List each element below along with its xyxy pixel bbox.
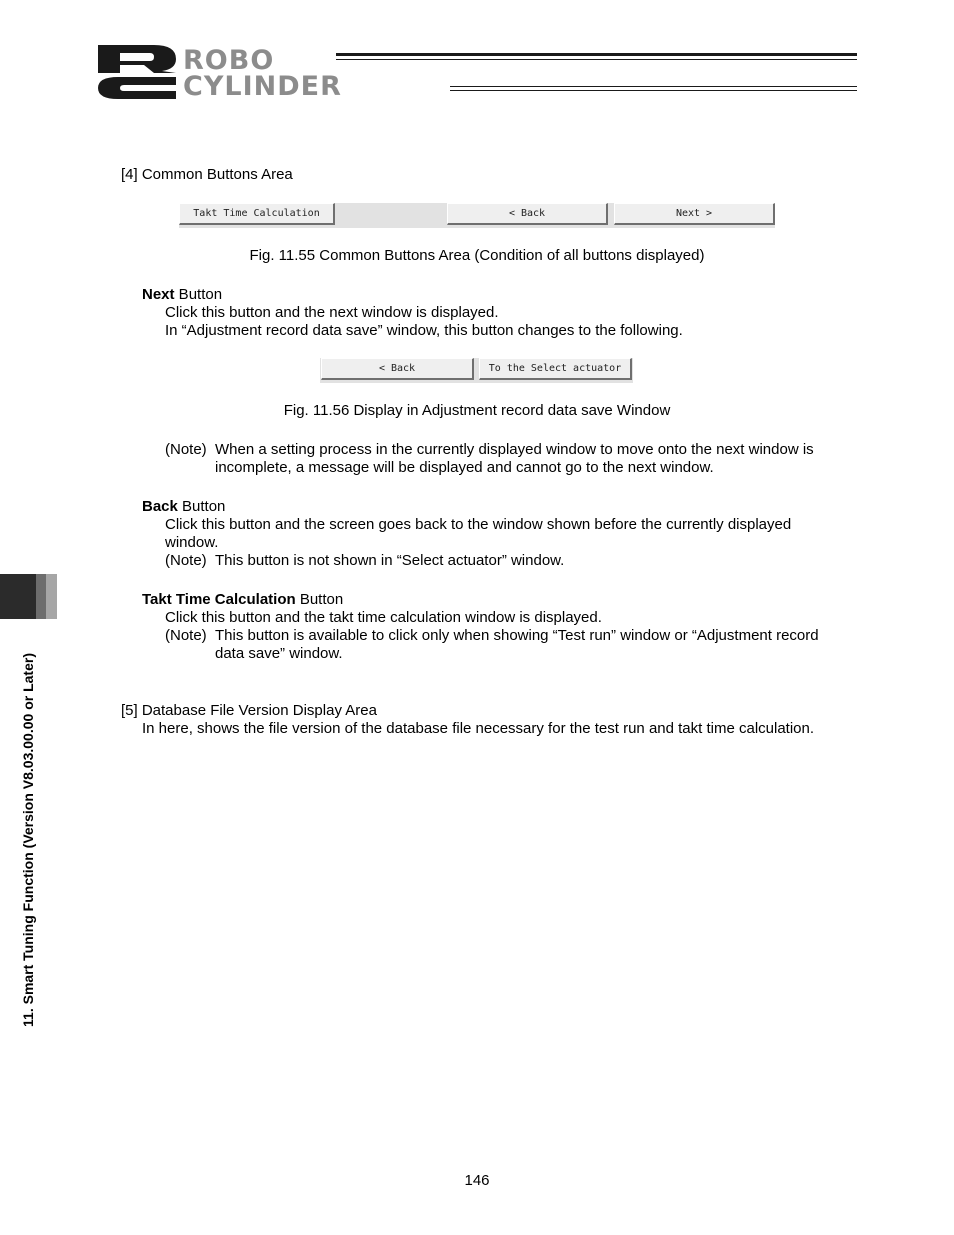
fig56-button-strip xyxy=(320,358,633,383)
takt-button-heading xyxy=(142,591,343,609)
back-button-title: Back xyxy=(142,498,178,515)
takt-button-title-suffix: Button xyxy=(295,591,344,608)
next-desc-line1: Click this button and the next window is displayed. xyxy=(165,304,499,321)
back-button-heading xyxy=(142,498,225,516)
takt-desc-line1: Click this button and the takt time calculation window is displayed. xyxy=(165,609,602,626)
page-number: 146 xyxy=(464,1172,490,1189)
back-note-label: (Note) xyxy=(165,552,207,569)
next-desc-line2: In “Adjustment record data save” window, this button changes to the following. xyxy=(165,322,683,339)
fig55-caption: Fig. 11.55 Common Buttons Area (Condition of all buttons displayed) xyxy=(249,247,705,264)
fig55-button-strip xyxy=(179,203,775,228)
next-button-heading xyxy=(142,286,222,304)
header-rule-top-thin xyxy=(336,59,857,60)
chapter-tab-marker-mid xyxy=(36,574,46,619)
fig56-caption: Fig. 11.56 Display in Adjustment record data save Window xyxy=(283,402,671,419)
next-button-title: Next xyxy=(142,286,175,303)
back-desc-line1: Click this button and the screen goes back to the window shown before the currently displayed xyxy=(165,516,792,533)
back-note-text: This button is not shown in “Select actuator” window. xyxy=(215,552,565,569)
back-button-title-suffix: Button xyxy=(177,498,226,515)
back-button[interactable]: < Back xyxy=(447,203,608,225)
logo-word-cylinder: CYLINDER xyxy=(183,71,342,102)
chapter-tab-marker xyxy=(0,574,36,619)
next-button[interactable]: Next > xyxy=(614,203,775,225)
header-rule-bottom-thin xyxy=(450,86,857,87)
robo-cylinder-logo-mark xyxy=(96,43,178,100)
note1-line1: When a setting process in the currently displayed window to move onto the next window is xyxy=(215,441,814,458)
section4-heading: [4] Common Buttons Area xyxy=(121,166,293,183)
back-button[interactable]: < Back xyxy=(321,358,474,380)
header-rule-top xyxy=(336,53,857,56)
next-button-title-suffix: Button xyxy=(174,286,223,303)
takt-note-line2: data save” window. xyxy=(215,645,343,662)
back-desc-line2: window. xyxy=(165,534,219,551)
takt-note-label: (Note) xyxy=(165,627,207,644)
section5-heading: [5] Database File Version Display Area xyxy=(121,702,377,719)
logo-word-robo: ROBO xyxy=(183,45,275,76)
section5-desc: In here, shows the file version of the database file necessary for the test run and takt time calculation. xyxy=(142,720,815,737)
note1-line2: incomplete, a message will be displayed and cannot go to the next window. xyxy=(215,459,714,476)
chapter-tab-marker-light xyxy=(46,574,57,619)
note1-label: (Note) xyxy=(165,441,207,458)
chapter-side-title: 11. Smart Tuning Function (Version V8.03.00.00 or Later) xyxy=(20,653,36,1027)
header-rule-bottom xyxy=(450,90,857,91)
to-select-actuator-button[interactable]: To the Select actuator xyxy=(479,358,632,380)
takt-button-title: Takt Time Calculation xyxy=(142,591,296,608)
takt-note-line1: This button is available to click only when showing “Test run” window or “Adjustment record xyxy=(215,627,819,644)
takt-time-calculation-button[interactable]: Takt Time Calculation xyxy=(179,203,335,225)
